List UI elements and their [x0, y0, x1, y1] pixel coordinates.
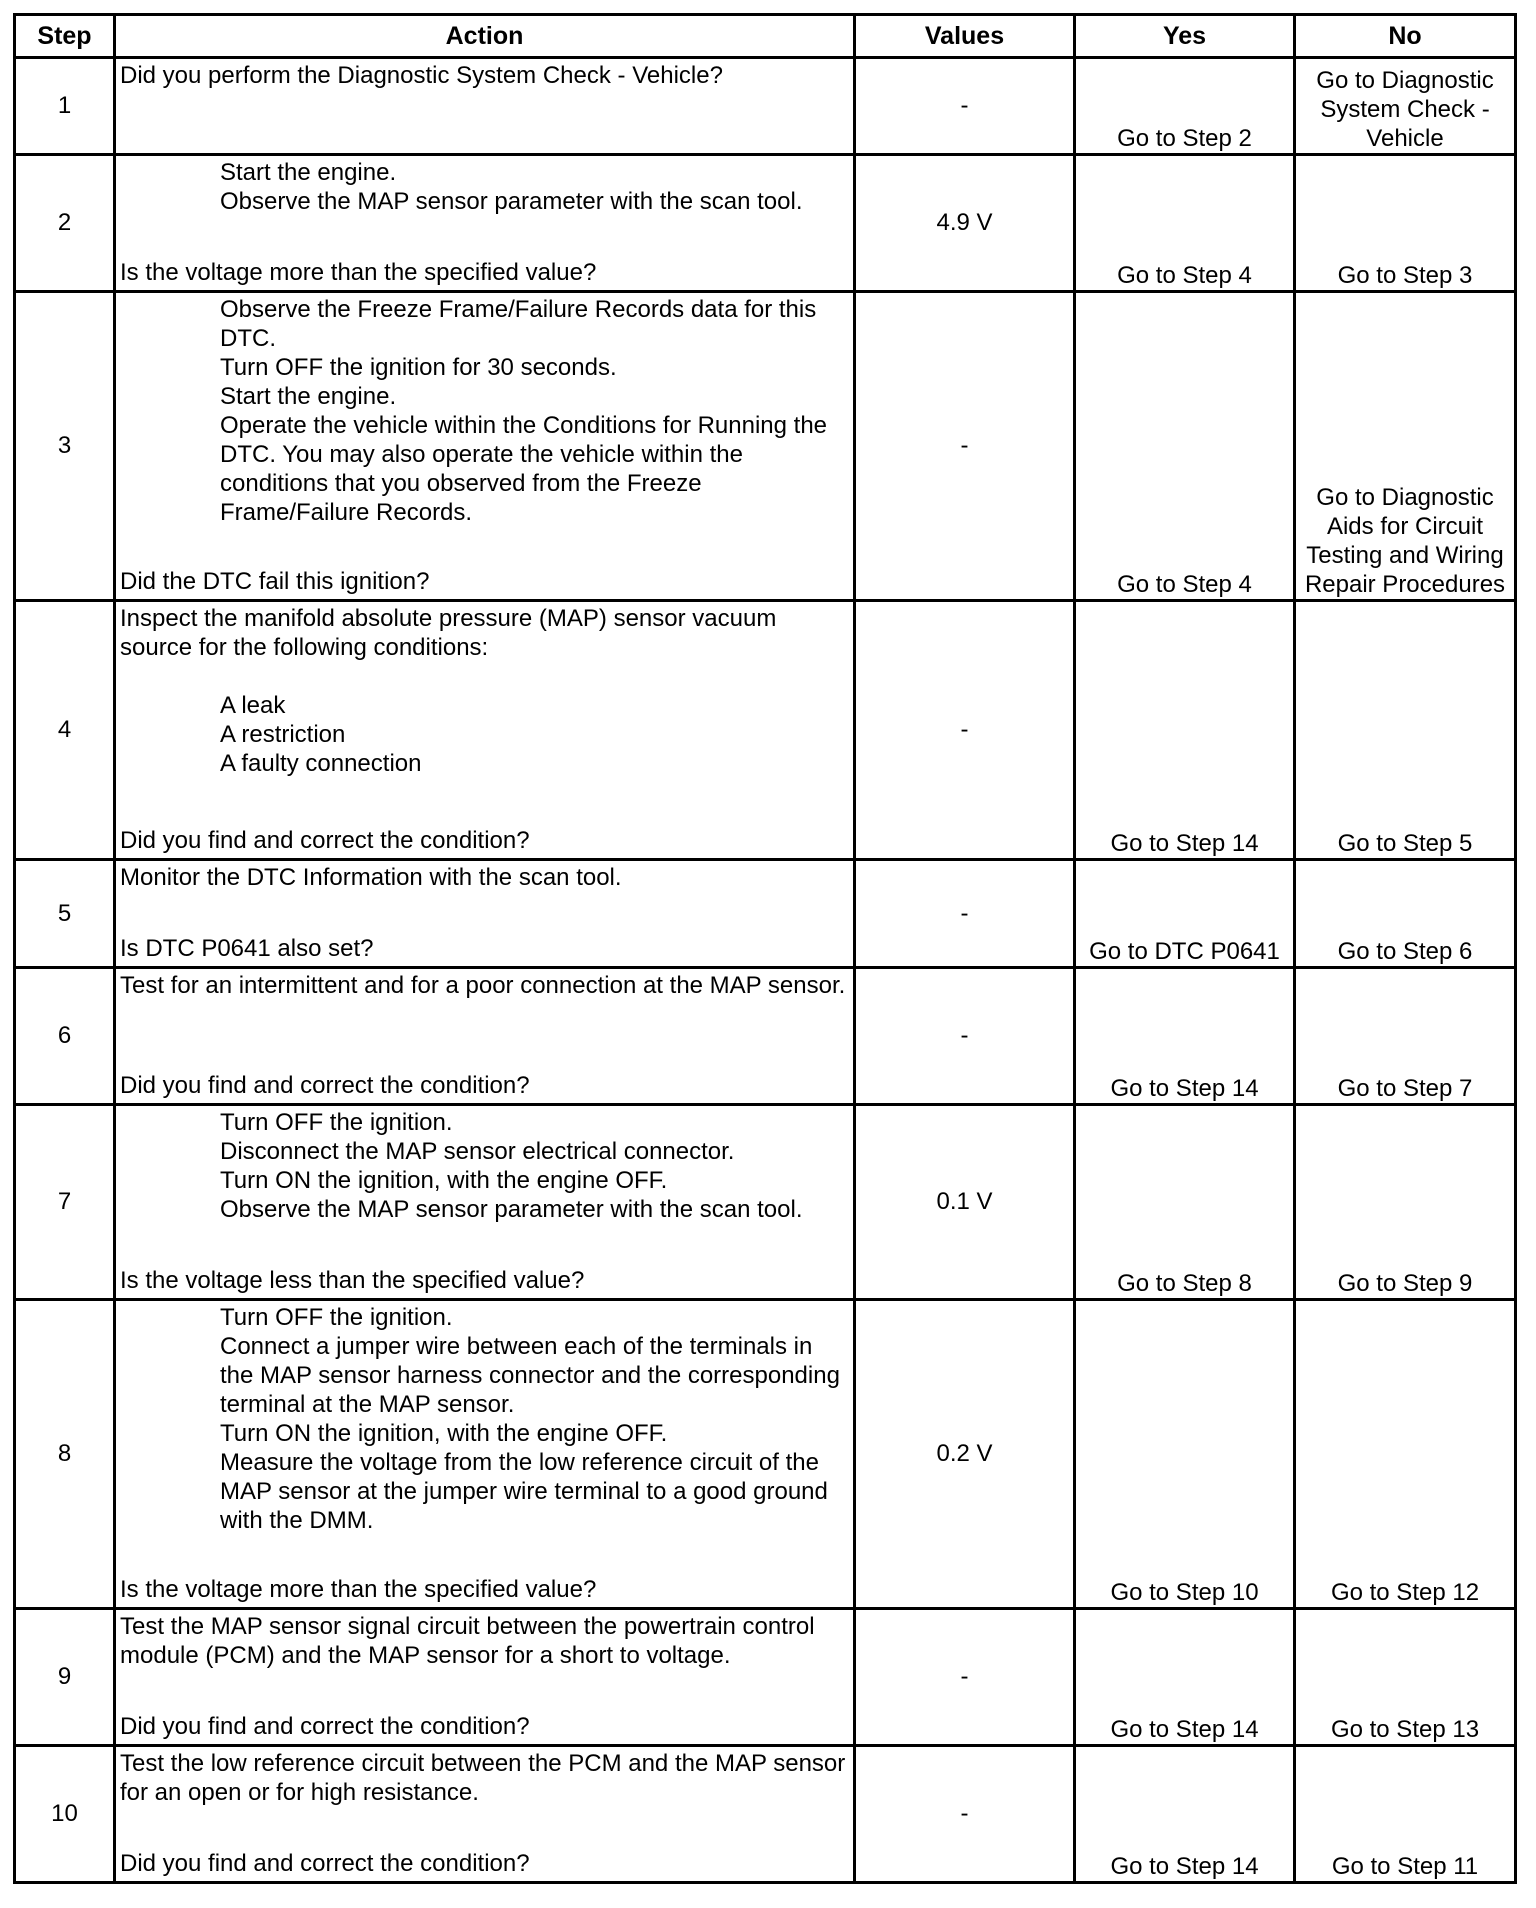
- action-cell: [115, 1746, 855, 1883]
- no-cell: Go to Diagnostic System Check - Vehicle: [1295, 58, 1516, 155]
- action-cell: [115, 1105, 855, 1300]
- table-row: [15, 155, 1516, 292]
- no-cell: Go to Step 13: [1295, 1609, 1516, 1746]
- instruction-intro: Monitor the DTC Information with the scan tool.: [120, 864, 622, 891]
- yes-cell: Go to Step 8: [1075, 1105, 1295, 1300]
- instruction: Observe the MAP sensor parameter with the scan tool.: [220, 188, 803, 215]
- yes-cell: Go to Step 14: [1075, 1746, 1295, 1883]
- instruction: Operate the vehicle within the Conditions for Running the DTC. You may also operate the vehicle within the conditions that you observed from the Freeze Frame/Failure Records.: [220, 412, 828, 526]
- value-cell: -: [855, 1746, 1075, 1883]
- action-cell: [115, 1300, 855, 1609]
- yes-cell: Go to Step 14: [1075, 968, 1295, 1105]
- value-cell: -: [855, 968, 1075, 1105]
- action-cell: [115, 155, 855, 292]
- value-cell: 0.2 V: [855, 1300, 1075, 1609]
- value-cell: 0.1 V: [855, 1105, 1075, 1300]
- no-cell: Go to Step 3: [1295, 155, 1516, 292]
- action-cell: [115, 1609, 855, 1746]
- yes-cell: Go to Step 14: [1075, 601, 1295, 860]
- value-cell: -: [855, 860, 1075, 968]
- value-cell: 4.9 V: [855, 155, 1075, 292]
- header-action: Action: [115, 15, 855, 58]
- table-row: [15, 1609, 1516, 1746]
- header-step: Step: [15, 15, 115, 58]
- table-row: [15, 860, 1516, 968]
- instruction-intro: Test the MAP sensor signal circuit between the powertrain control module (PCM) and the MAP sensor for a short to voltage.: [120, 1613, 815, 1669]
- instruction-list: [120, 1108, 849, 1224]
- question: Is the voltage more than the specified value?: [120, 1576, 597, 1603]
- value-cell: -: [855, 601, 1075, 860]
- step-number: 4: [15, 601, 115, 860]
- instruction: Turn OFF the ignition.: [220, 1304, 453, 1331]
- instruction: Turn OFF the ignition for 30 seconds.: [220, 354, 617, 381]
- table-row: [15, 968, 1516, 1105]
- step-number: 6: [15, 968, 115, 1105]
- list-item: A faulty connection: [220, 750, 422, 777]
- instruction: Turn ON the ignition, with the engine OFF.: [220, 1420, 668, 1447]
- yes-cell: Go to DTC P0641: [1075, 860, 1295, 968]
- instruction: Turn OFF the ignition.: [220, 1109, 453, 1136]
- table-row: [15, 1105, 1516, 1300]
- question: Did you find and correct the condition?: [120, 1713, 530, 1740]
- instruction-intro: Test the low reference circuit between the PCM and the MAP sensor for an open or for high resistance.: [120, 1750, 846, 1806]
- condition-list: [120, 691, 849, 778]
- table-row: [15, 1746, 1516, 1883]
- question: Did you perform the Diagnostic System Check - Vehicle?: [120, 62, 723, 89]
- action-cell: [115, 860, 855, 968]
- no-cell: Go to Diagnostic Aids for Circuit Testing and Wiring Repair Procedures: [1295, 292, 1516, 601]
- step-number: 2: [15, 155, 115, 292]
- instruction: Start the engine.: [220, 159, 397, 186]
- no-cell: Go to Step 12: [1295, 1300, 1516, 1609]
- step-number: 5: [15, 860, 115, 968]
- no-cell: Go to Step 6: [1295, 860, 1516, 968]
- instruction: Disconnect the MAP sensor electrical connector.: [220, 1138, 735, 1165]
- header-no: No: [1295, 15, 1516, 58]
- value-cell: -: [855, 292, 1075, 601]
- question: Is DTC P0641 also set?: [120, 935, 374, 962]
- no-cell: Go to Step 5: [1295, 601, 1516, 860]
- list-item: A leak: [220, 692, 286, 719]
- action-cell: [115, 58, 855, 155]
- instruction-intro: Inspect the manifold absolute pressure (MAP) sensor vacuum source for the following conditions:: [120, 605, 777, 661]
- diagnostic-table: [13, 13, 1517, 1884]
- value-cell: -: [855, 1609, 1075, 1746]
- instruction-list: [120, 295, 849, 527]
- no-cell: Go to Step 9: [1295, 1105, 1516, 1300]
- header-values: Values: [855, 15, 1075, 58]
- value-cell: -: [855, 58, 1075, 155]
- table-row: [15, 58, 1516, 155]
- yes-cell: Go to Step 2: [1075, 58, 1295, 155]
- header-yes: Yes: [1075, 15, 1295, 58]
- table-row: [15, 1300, 1516, 1609]
- table-row: [15, 601, 1516, 860]
- no-cell: Go to Step 7: [1295, 968, 1516, 1105]
- instruction: Turn ON the ignition, with the engine OFF.: [220, 1167, 668, 1194]
- instruction-list: [120, 158, 849, 216]
- step-number: 3: [15, 292, 115, 601]
- step-number: 10: [15, 1746, 115, 1883]
- instruction: Observe the Freeze Frame/Failure Records data for this DTC.: [220, 296, 817, 352]
- list-item: A restriction: [220, 721, 346, 748]
- header-row: [15, 15, 1516, 58]
- question: Did the DTC fail this ignition?: [120, 568, 430, 595]
- question: Is the voltage less than the specified value?: [120, 1267, 585, 1294]
- instruction: Measure the voltage from the low reference circuit of the MAP sensor at the jumper wire terminal to a good ground with the DMM.: [220, 1449, 828, 1534]
- question: Did you find and correct the condition?: [120, 1850, 530, 1877]
- instruction-intro: Test for an intermittent and for a poor connection at the MAP sensor.: [120, 972, 846, 999]
- instruction: Observe the MAP sensor parameter with the scan tool.: [220, 1196, 803, 1223]
- no-cell: Go to Step 11: [1295, 1746, 1516, 1883]
- instruction: Connect a jumper wire between each of the terminals in the MAP sensor harness connector and the corresponding terminal at the MAP sensor.: [220, 1333, 840, 1418]
- yes-cell: Go to Step 4: [1075, 155, 1295, 292]
- step-number: 1: [15, 58, 115, 155]
- question: Did you find and correct the condition?: [120, 827, 530, 854]
- action-cell: [115, 292, 855, 601]
- instruction-list: [120, 1303, 849, 1535]
- step-number: 8: [15, 1300, 115, 1609]
- action-cell: [115, 968, 855, 1105]
- yes-cell: Go to Step 14: [1075, 1609, 1295, 1746]
- yes-cell: Go to Step 4: [1075, 292, 1295, 601]
- table-row: [15, 292, 1516, 601]
- question: Did you find and correct the condition?: [120, 1072, 530, 1099]
- instruction: Start the engine.: [220, 383, 397, 410]
- action-cell: [115, 601, 855, 860]
- step-number: 9: [15, 1609, 115, 1746]
- step-number: 7: [15, 1105, 115, 1300]
- yes-cell: Go to Step 10: [1075, 1300, 1295, 1609]
- question: Is the voltage more than the specified value?: [120, 259, 597, 286]
